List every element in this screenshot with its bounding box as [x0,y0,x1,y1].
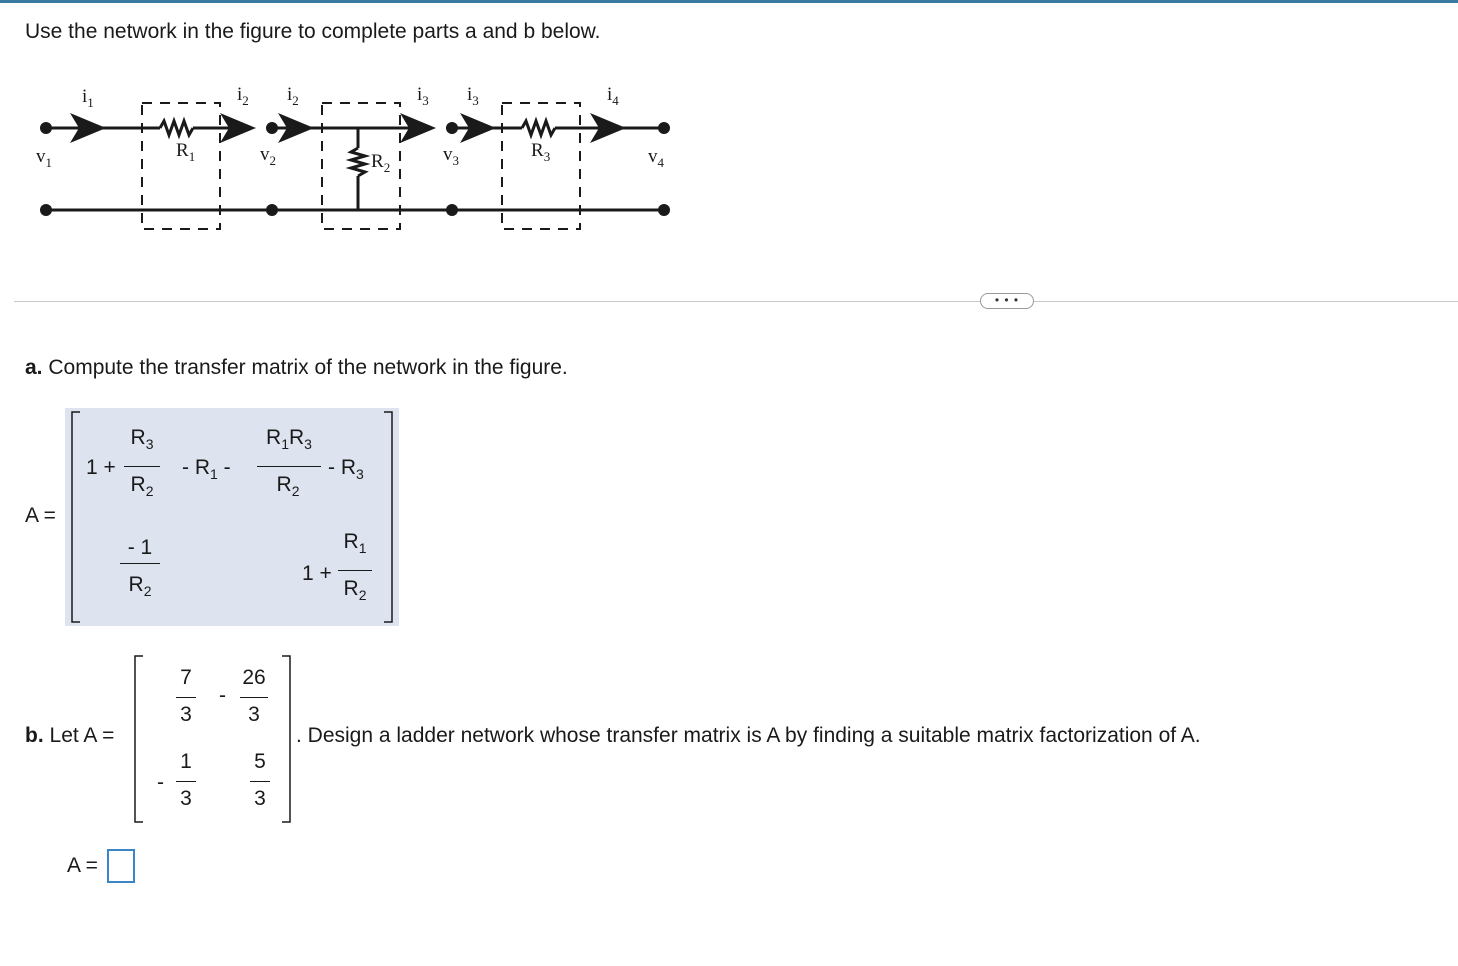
a-m11-den: $R_2$ [130,473,154,499]
label-r1: $R_1$ [176,140,196,164]
a-m12-num: $R_1R_3$ [266,426,312,452]
a-m21-bar [120,563,160,564]
expand-more-button[interactable]: • • • [980,293,1034,309]
label-i2a: $i_2$ [237,84,249,108]
label-i1: $i_1$ [82,86,94,110]
b-m12-bar [240,697,268,698]
label-v1: $v_1$ [36,146,52,170]
b-m12-num: 26 [242,666,266,689]
label-i3a: $i_3$ [417,84,429,108]
b-m11-num: 7 [180,666,192,689]
part-a-lhs: A = [25,504,56,527]
a-m11-bar [124,466,160,467]
a-m22-prefix: 1 + [302,562,332,585]
b-m22-den: 3 [254,787,266,810]
label-v3: $v_3$ [443,144,459,168]
part-a-label: a. [25,356,43,379]
b-m21-sign: - [157,771,164,794]
label-r2: $R_2$ [371,151,391,175]
a-m22-bar [338,570,372,571]
label-v2: $v_2$ [260,144,276,168]
a-m21-den: $R_2$ [128,573,152,599]
b-m21-num: 1 [180,750,192,773]
a-m12-den: $R_2$ [276,473,300,499]
b-m21-den: 3 [180,787,192,810]
b-m11-den: 3 [180,703,192,726]
a-m22-den: $R_2$ [343,577,367,603]
b-m21-bar [176,781,196,782]
b-m12-den: 3 [248,703,260,726]
a-m11-prefix: 1 + [86,456,116,479]
b-m11-bar [176,697,196,698]
label-i3b: $i_3$ [467,84,479,108]
part-a-text: Compute the transfer matrix of the network in the figure. [48,356,568,379]
a-m21-num: - 1 [127,536,153,559]
label-r3: $R_3$ [531,140,551,164]
a-m11-num: $R_3$ [130,426,154,452]
b-m22-num: 5 [254,750,266,773]
part-b-text: . Design a ladder network whose transfer matrix is A by finding a suitable matrix factorization of A. [296,724,1201,747]
label-i4: $i_4$ [607,84,619,108]
b-m22-bar [250,781,270,782]
label-i2b: $i_2$ [287,84,299,108]
a-m12-prefix: - $R_1$ - [182,456,231,482]
a-m12-suffix: - $R_3$ [328,456,364,482]
a-m12-bar [257,466,321,467]
answer-input-box[interactable] [107,849,135,883]
label-v4: $v_4$ [648,146,664,170]
part-b-lead-text: Let A = [49,724,115,747]
b-m12-sign: - [219,684,226,707]
part-b-lead [25,724,114,748]
answer-lhs: A = [67,854,98,877]
a-m22-num: $R_1$ [343,530,367,556]
part-b-label: b. [25,724,44,747]
problem-prompt: Use the network in the figure to complete parts a and b below. [25,20,601,43]
